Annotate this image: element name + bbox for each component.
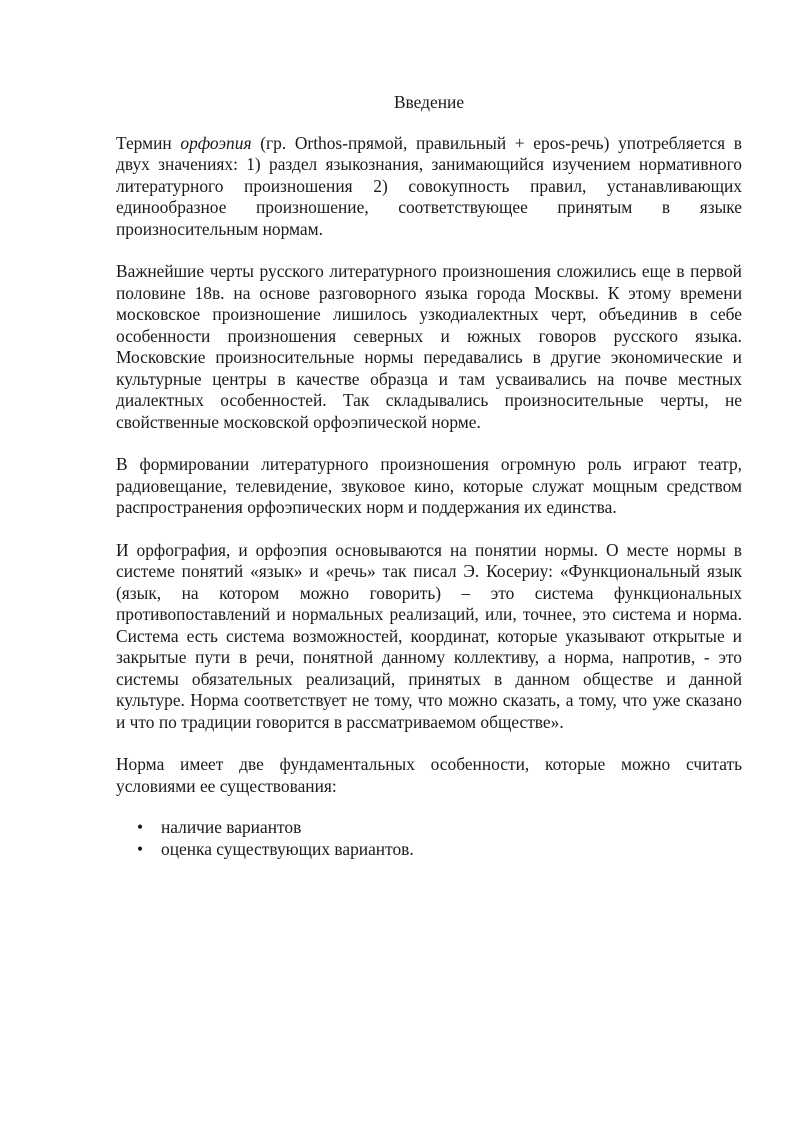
document-page: [116, 92, 742, 860]
paragraph-norm-features: Норма имеет две фундаментальных особенности, которые можно считать условиями ее существования:: [116, 754, 742, 796]
bullet-icon: •: [137, 817, 144, 837]
list-item: [116, 839, 742, 861]
list-item: [116, 817, 742, 839]
document-title: Введение: [393, 92, 465, 112]
norm-conditions-list: [116, 817, 742, 860]
paragraph-text: Термин: [116, 132, 181, 153]
list-item-text: наличие вариантов: [161, 817, 302, 837]
paragraph-orthoepy-definition: [116, 133, 742, 241]
paragraph-text: (гр. Orthos-прямой, правильный + epos-речь) употребляется в двух значениях: 1) раздел языкознания, занимающийся изучением нормативного литературного произношения 2) совокупность правил, устанавливающих единообразное произношение, соответствующее принятым в языке произносительным нормам.: [116, 132, 742, 239]
paragraph-history: Важнейшие черты русского литературного произношения сложились еще в первой половине 18в. на основе разговорного языка города Москвы. К этому времени московское произношение лишилось узкодиалектных черт, объединив в себе особенности произношения северных и южных говоров русского языка. Московские произносительные нормы передавались в другие экономические и культурные центры в качестве образца и там усваивались на почве местных диалектных особенностей. Так складывались произносительные черты, не свойственные московской орфоэпической норме.: [116, 261, 742, 432]
paragraph-norm-coseriu: И орфография, и орфоэпия основываются на понятии нормы. О месте нормы в системе понятий «язык» и «речь» так писал Э. Косериу: «Функциональный язык (язык, на котором можно говорить) – это система функциональных противопоставлений и нормальных реализаций, или, точнее, это система и норма. Система есть система возможностей, координат, которые указывают открытые и закрытые пути в речи, понятной данному коллективу, а норма, напротив, - это системы обязательных реализаций, принятых в данном обществе и данной культуре. Норма соответствует не тому, что можно сказать, а тому, что уже сказано и что по традиции говорится в рассматриваемом обществе».: [116, 539, 742, 732]
term-orthoepy: орфоэпия: [180, 132, 252, 153]
bullet-icon: •: [137, 838, 144, 859]
list-item-text: оценка существующих вариантов.: [161, 838, 414, 859]
paragraph-media-role: В формировании литературного произношения огромную роль играют театр, радиовещание, телевидение, звуковое кино, которые служат мощным средством распространения орфоэпических норм и поддержания их единства.: [116, 454, 742, 517]
